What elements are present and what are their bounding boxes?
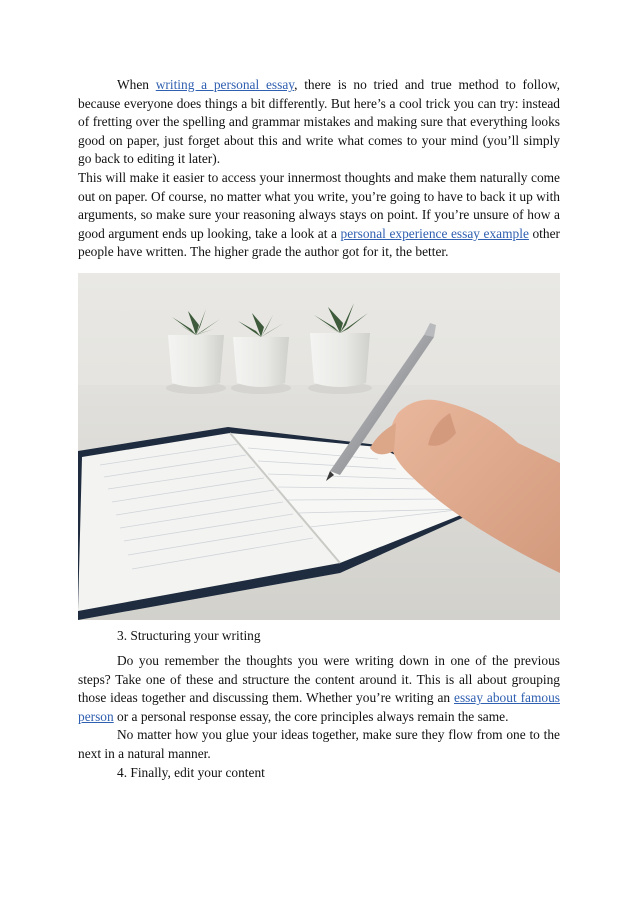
paragraph-1-text-start: When (117, 77, 156, 92)
paragraph-3 (78, 652, 560, 726)
section-3-heading-wrapper (78, 627, 560, 646)
section-3-body (78, 652, 560, 782)
paragraph-1 (78, 76, 560, 169)
paragraph-4: No matter how you glue your ideas together, make sure they flow from one to the next in a natural manner. (78, 727, 560, 761)
writing-personal-essay-link[interactable]: writing a personal essay (155, 77, 295, 92)
section-3-heading: 3. Structuring your writing (117, 628, 261, 643)
paragraph-2-text-end: other people have written. The higher grade the author got for it, the better. (78, 225, 560, 260)
paragraph-3-text-end: or a personal response essay, the core principles always remain the same. (113, 708, 509, 724)
section-4-heading: 4. Finally, edit your content (117, 764, 265, 780)
paragraph-2 (78, 169, 560, 262)
paragraph-3-text-start: Do you remember the thoughts you were writing down in one of the previous steps? Take one of these and structure the content around it. This is all about grouping those ideas together and discussing them. Whether you’re writing an (78, 653, 560, 706)
paragraph-2-text-start: This will make it easier to access your innermost thoughts and make them naturally come out on paper. Of course, no matter what you write, you’re going to have to back it up with arguments, so make sure your reasoning always stays on point. If you’re unsure of how a good argument ends up looking, take a look at a (78, 169, 560, 241)
writing-notebook-photo (78, 273, 560, 620)
personal-experience-essay-example-link[interactable]: personal experience essay example (340, 225, 529, 241)
essay-about-famous-person-link[interactable]: essay about famous person (78, 690, 560, 724)
intro-section (78, 76, 560, 262)
paragraph-1-text-end: , there is no tried and true method to follow, because everyone does things a bit differently. But here’s a cool trick you can try: instead of fretting over the spelling and grammar mistakes and making sure that everything looks good on paper, just forget about this and write what comes to your mind (you’ll simply go back to editing it later). (78, 77, 560, 167)
